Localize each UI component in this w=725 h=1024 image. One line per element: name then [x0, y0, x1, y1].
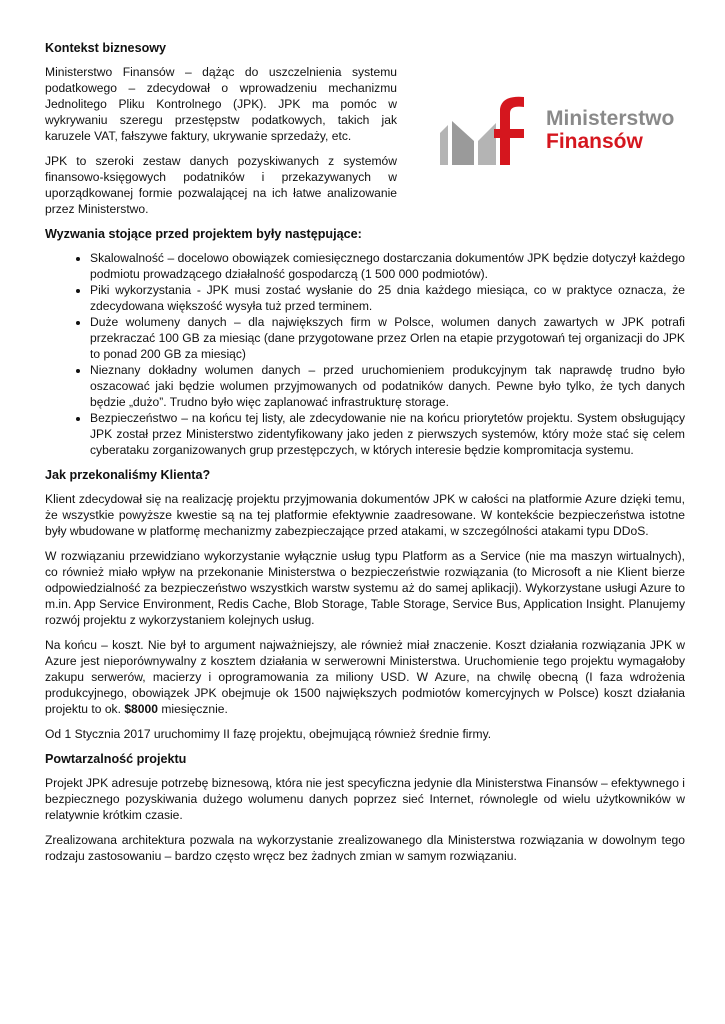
section-heading-challenges: Wyzwania stojące przed projektem były następujące: — [45, 227, 362, 241]
cost-text-before: Na końcu – koszt. Nie był to argument najważniejszy, ale również miał znaczenie. Koszt działania rozwiązania JPK w Azure jest nieporównywalny z kosztem działania w serwerowni Ministerstwa. Uruchomienie tego projektu wymagałoby zakupu serwerów, macierzy i oprogramowania za miliony USD. W Azure, na chwilę obecną (I faza wdrożenia produkcyjnego, obowiązek JPK obejmuje ok 1500 największych podmiotów komercyjnych w Polsce) koszt działania projektu to ok. — [45, 638, 685, 716]
paragraph: W rozwiązaniu przewidziano wykorzystanie wyłącznie usług typu Platform as a Service (nie ma maszyn wirtualnych), co również miało wpływ na przekonanie Ministerstwa o bezpieczeństwie rozwiązania (to Microsoft a nie Klient bierze odpowiedzialność za bezpieczeństwo wszystkich warstw systemu aż do samej aplikacji). Wykorzystane usługi Azure to m.in. App Service Environment, Redis Cache, Blob Storage, Table Storage, Service Bus, Application Insight. Planujemy rozwój projektu z wykorzystaniem kolejnych usług. — [45, 549, 685, 627]
section-heading-context: Kontekst biznesowy — [45, 41, 167, 55]
list-item: • Piki wykorzystania - JPK musi zostać wysłanie do 25 dnia każdego miesiąca, co w praktyce oznacza, że zdecydowana większość wysyła tuż przed terminem. — [90, 282, 685, 314]
challenges-list — [45, 250, 685, 458]
paragraph: Ministerstwo Finansów – dążąc do uszczelnienia systemu podatkowego – zdecydował o wprowadzeniu mechanizmu Jednolitego Pliku Kontrolnego (JPK). JPK ma pomóc w wykrywaniu szeregu przestępstw podatkowych, takich jak karuzele VAT, fałszywe faktury, ukrywanie sprzedaży, etc. — [45, 65, 397, 143]
ministry-logo-mark-icon — [440, 95, 540, 165]
paragraph: Od 1 Stycznia 2017 uruchomimy II fazę projektu, obejmującą również średnie firmy. — [45, 727, 492, 741]
cost-text-after: miesięcznie. — [157, 702, 228, 716]
paragraph: Zrealizowana architektura pozwala na wykorzystanie zrealizowanego dla Ministerstwa rozwiązania w dowolnym tego rodzaju zastosowaniu – bardzo często wręcz bez żadnych zmian w samym rozwiązaniu. — [45, 833, 685, 863]
intro-text — [45, 40, 397, 226]
logo-line-2: Finansów — [546, 130, 643, 153]
paragraph: Projekt JPK adresuje potrzebę biznesową, która nie jest specyficzna jedynie dla Ministerstwa Finansów – efektywnego i bezpiecznego pozyskiwania dużego wolumenu danych poprzez sieć Internet, równolegle od wielu użytkowników w relatywnie krótkim czasie. — [45, 776, 685, 822]
list-item: • Duże wolumeny danych – dla największych firm w Polsce, wolumen danych zawartych w JPK potrafi przekraczać 100 GB za miesiąc (dane przygotowane przez Orlen na etapie przygotowań tej organizacji do JPK to ponad 200 GB za miesiąc) — [90, 314, 685, 362]
ministry-logo-wordmark — [546, 107, 674, 153]
logo-line-1: Ministerstwo — [546, 107, 675, 130]
section-heading-repeatability: Powtarzalność projektu — [45, 752, 187, 766]
section-heading-convince: Jak przekonaliśmy Klienta? — [45, 468, 211, 482]
paragraph-cost — [45, 637, 685, 717]
cost-amount: $8000 — [124, 702, 158, 716]
paragraph: Klient zdecydował się na realizację projektu przyjmowania dokumentów JPK w całości na platformie Azure dzięki temu, że wszystkie powyższe kwestie są na tej platformie efektywnie zaadresowane. W kontekście bezpieczeństwa istotne były wbudowane w platformę mechanizmy zabezpieczające przed atakami, w szczególności atakami typu DDoS. — [45, 492, 685, 538]
intro-block — [45, 40, 685, 226]
list-item: • Skalowalność – docelowo obowiązek comiesięcznego dostarczania dokumentów JPK będzie dotyczył każdego podmiotu prowadzącego działalność gospodarczą (1 500 000 podmiotów). — [90, 250, 685, 282]
document-page — [45, 40, 685, 873]
paragraph: JPK to szeroki zestaw danych pozyskiwanych z systemów finansowo-księgowych podatników i przekazywanych w uporządkowanej formie pozwalającej na ich łatwe analizowanie przez Ministerstwo. — [45, 154, 397, 216]
list-item: • Nieznany dokładny wolumen danych – przed uruchomieniem produkcyjnym tak naprawdę trudno było oszacować jaki będzie wolumen przyjmowanych od podatników danych. Pewne było tylko, że tych danych będzie „dużo”. Trudno było więc zaplanować infrastrukturę storage. — [90, 362, 685, 410]
ministry-logo — [440, 90, 685, 170]
list-item: • Bezpieczeństwo – na końcu tej listy, ale zdecydowanie nie na końcu priorytetów projektu. System obsługujący JPK został przez Ministerstwo zidentyfikowany jako jeden z pierwszych systemów, który może stać się celem cyberataku zorganizowanych grup przestępczych, w których interesie będzie kompromitacja systemu. — [90, 410, 685, 458]
